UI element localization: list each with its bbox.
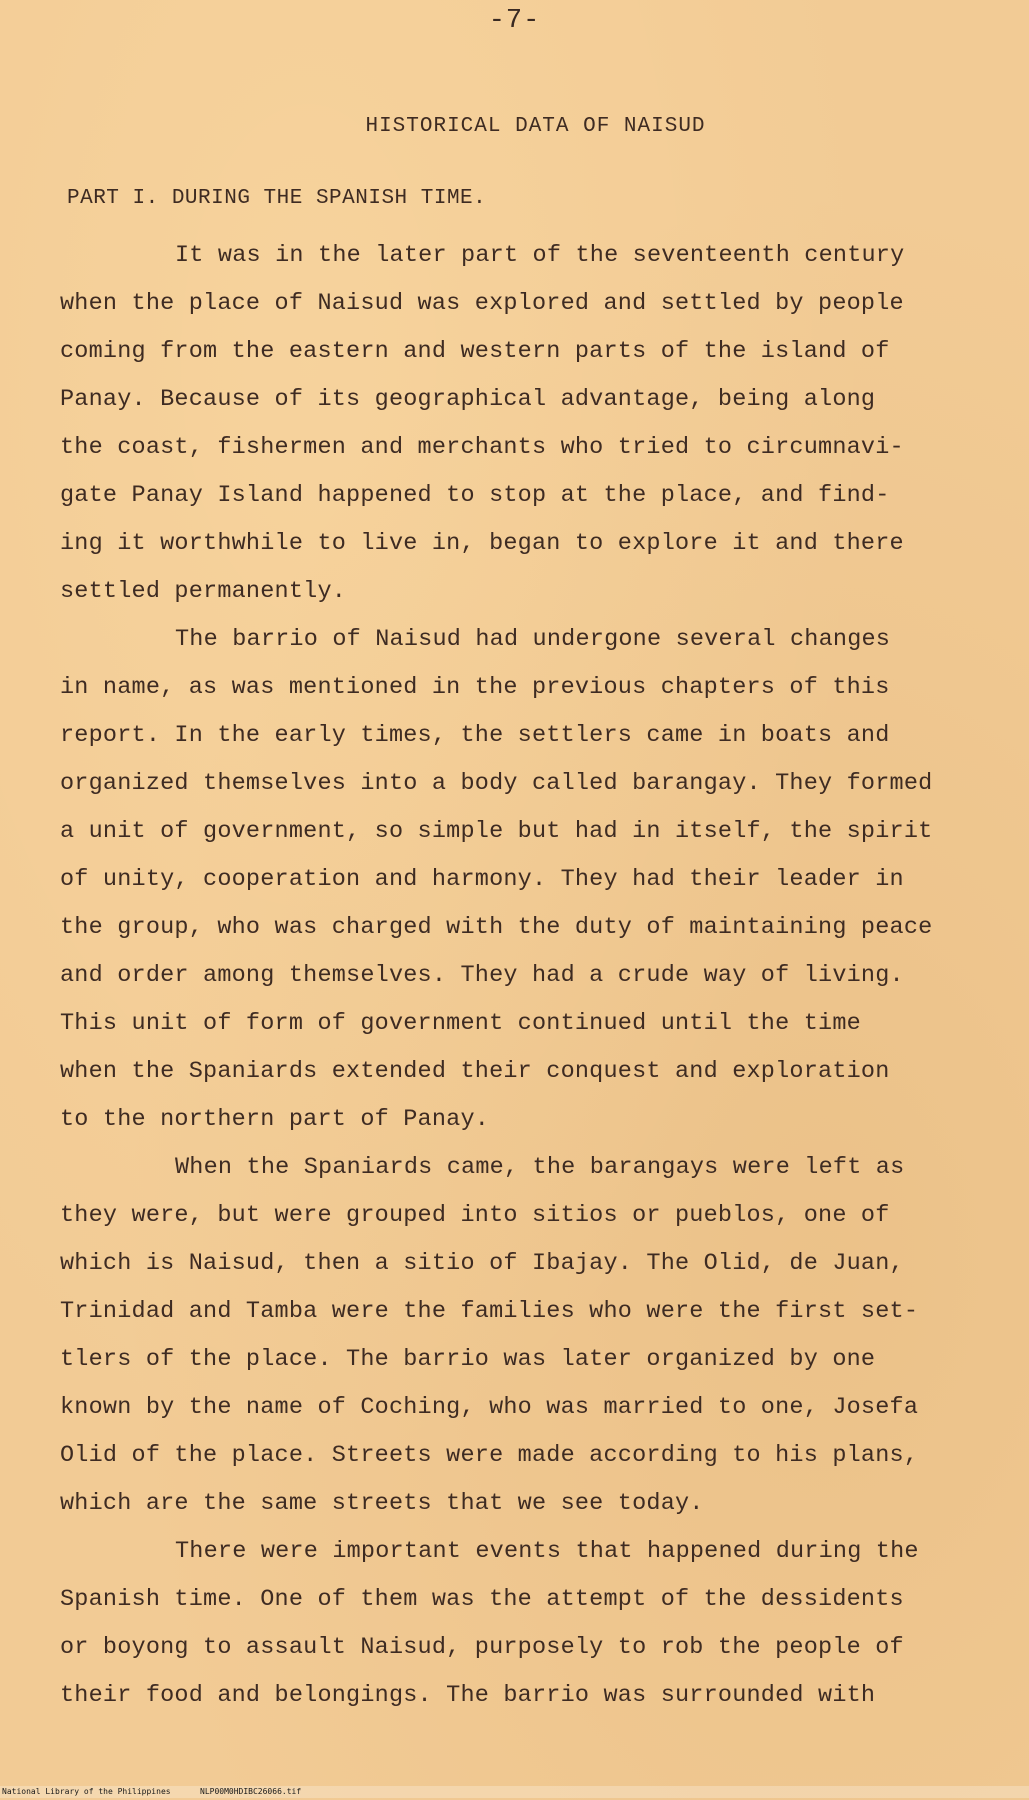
text-line: Spanish time. One of them was the attempt of the dessidents [60, 1586, 904, 1613]
footer-file-id: NLP00M0HDIBC26066.tif [200, 1787, 302, 1796]
text-line: report. In the early times, the settlers came in boats and [60, 722, 890, 749]
text-line: which are the same streets that we see today. [60, 1490, 704, 1517]
document-title: HISTORICAL DATA OF NAISUD [365, 115, 706, 138]
body-text [60, 232, 960, 1720]
text-line: and order among themselves. They had a crude way of living. [60, 962, 904, 989]
footer-library-name: National Library of the Philippines [2, 1787, 171, 1796]
text-line: which is Naisud, then a sitio of Ibajay. The Olid, de Juan, [60, 1250, 904, 1277]
text-line: they were, but were grouped into sitios or pueblos, one of [60, 1202, 890, 1229]
text-line: of unity, cooperation and harmony. They had their leader in [60, 866, 904, 893]
text-line: Panay. Because of its geographical advantage, being along [60, 386, 876, 413]
scan-footer [0, 1786, 1029, 1798]
part-heading: PART I. DURING THE SPANISH TIME. [67, 187, 487, 210]
text-line: Olid of the place. Streets were made according to his plans, [60, 1442, 919, 1469]
text-line: Trinidad and Tamba were the families who were the first set- [60, 1298, 919, 1325]
text-line: There were important events that happened during the [175, 1538, 919, 1565]
text-line: It was in the later part of the seventeenth century [175, 242, 905, 269]
page-number: -7- [488, 6, 541, 36]
text-line: known by the name of Coching, who was married to one, Josefa [60, 1394, 919, 1421]
text-line: their food and belongings. The barrio was surrounded with [60, 1682, 876, 1709]
text-line: coming from the eastern and western parts of the island of [60, 338, 890, 365]
text-line: the coast, fishermen and merchants who tried to circumnavi- [60, 434, 904, 461]
text-line: in name, as was mentioned in the previous chapters of this [60, 674, 890, 701]
text-line: the group, who was charged with the duty of maintaining peace [60, 914, 933, 941]
text-line: This unit of form of government continued until the time [60, 1010, 861, 1037]
text-line: When the Spaniards came, the barangays were left as [175, 1154, 905, 1181]
text-line: when the Spaniards extended their conquest and exploration [60, 1058, 890, 1085]
text-line: gate Panay Island happened to stop at the place, and find- [60, 482, 890, 509]
text-line: ing it worthwhile to live in, began to explore it and there [60, 530, 904, 557]
text-line: tlers of the place. The barrio was later organized by one [60, 1346, 876, 1373]
text-line: or boyong to assault Naisud, purposely to rob the people of [60, 1634, 904, 1661]
text-line: organized themselves into a body called barangay. They formed [60, 770, 933, 797]
text-line: when the place of Naisud was explored and settled by people [60, 290, 904, 317]
text-line: The barrio of Naisud had undergone several changes [175, 626, 891, 653]
text-line: to the northern part of Panay. [60, 1106, 490, 1133]
text-line: settled permanently. [60, 578, 347, 605]
text-line: a unit of government, so simple but had in itself, the spirit [60, 818, 933, 845]
